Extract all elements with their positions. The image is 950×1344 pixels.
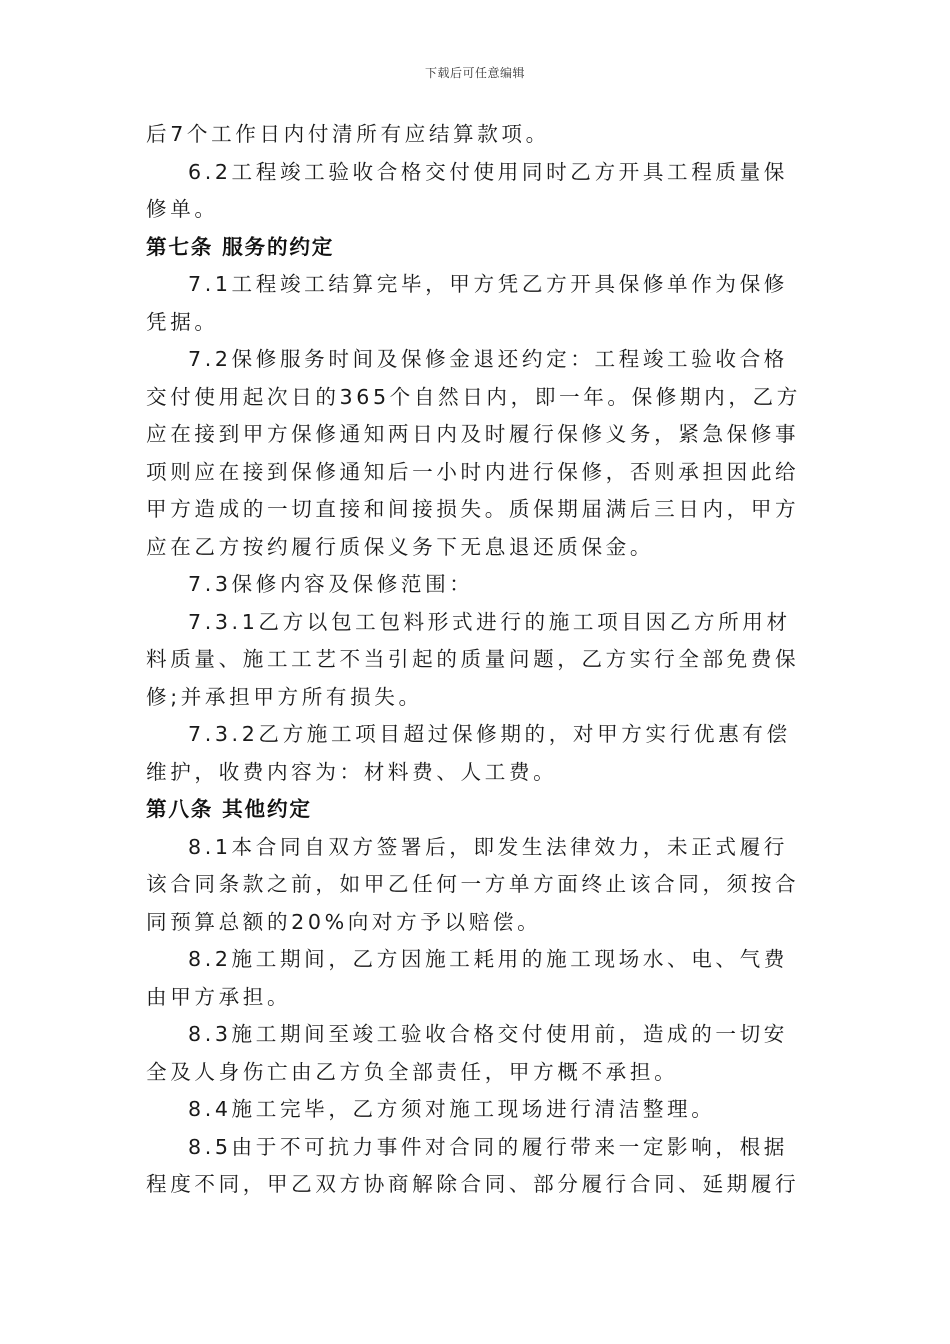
paragraph-line: 8.4施工完毕，乙方须对施工现场进行清洁整理。 xyxy=(188,1097,716,1121)
paragraph-line: 8.3施工期间至竣工验收合格交付使用前，造成的一切安 xyxy=(188,1022,789,1046)
paragraph-line: 7.3.1乙方以包工包料形式进行的施工项目因乙方所用材 xyxy=(188,609,791,634)
paragraph-line: 凭据。 xyxy=(146,309,219,334)
paragraph-line: 8.2施工期间，乙方因施工耗用的施工现场水、电、气费 xyxy=(188,947,789,971)
paragraph-line: 修;并承担甲方所有损失。 xyxy=(146,684,423,709)
paragraph-line: 8.5由于不可抗力事件对合同的履行带来一定影响，根据 xyxy=(188,1134,789,1159)
paragraph-line: 6.2工程竣工验收合格交付使用同时乙方开具工程质量保 xyxy=(188,159,789,184)
document-body xyxy=(146,116,806,1204)
page-header: 下载后可任意编辑 xyxy=(424,66,525,80)
paragraph-line: 后7个工作日内付清所有应结算款项。 xyxy=(146,122,550,146)
paragraph-line: 应在接到甲方保修通知两日内及时履行保修义务，紧急保修事 xyxy=(146,422,800,446)
paragraph-line: 全及人身伤亡由乙方负全部责任，甲方概不承担。 xyxy=(146,1059,679,1084)
paragraph-line: 修单。 xyxy=(146,197,219,221)
paragraph-line: 交付使用起次日的365个自然日内，即一年。保修期内，乙方 xyxy=(146,384,801,409)
section-heading: 第八条 其他约定 xyxy=(146,797,312,821)
paragraph-line: 项则应在接到保修通知后一小时内进行保修，否则承担因此给 xyxy=(146,459,800,484)
paragraph-line: 8.1本合同自双方签署后，即发生法律效力，未正式履行 xyxy=(188,834,789,859)
paragraph-line: 甲方造成的一切直接和间接损失。质保期届满后三日内，甲方 xyxy=(146,497,800,521)
paragraph-line: 同预算总额的20%向对方予以赔偿。 xyxy=(146,909,542,934)
paragraph-line: 维护，收费内容为：材料费、人工费。 xyxy=(146,759,558,784)
paragraph-line: 7.2保修服务时间及保修金退还约定：工程竣工验收合格 xyxy=(188,347,789,371)
section-heading: 第七条 服务的约定 xyxy=(146,234,335,259)
paragraph-line: 应在乙方按约履行质保义务下无息退还质保金。 xyxy=(146,534,655,559)
paragraph-line: 程度不同，甲乙双方协商解除合同、部分履行合同、延期履行 xyxy=(146,1172,800,1196)
paragraph-line: 7.3.2乙方施工项目超过保修期的，对甲方实行优惠有偿 xyxy=(188,722,791,746)
paragraph-line: 7.3保修内容及保修范围： xyxy=(188,572,474,596)
paragraph-line: 由甲方承担。 xyxy=(146,984,292,1009)
paragraph-line: 该合同条款之前，如甲乙任何一方单方面终止该合同，须按合 xyxy=(146,872,800,896)
paragraph-line: 料质量、施工工艺不当引起的质量问题，乙方实行全部免费保 xyxy=(146,647,800,671)
paragraph-line: 7.1工程竣工结算完毕，甲方凭乙方开具保修单作为保修 xyxy=(188,272,789,296)
